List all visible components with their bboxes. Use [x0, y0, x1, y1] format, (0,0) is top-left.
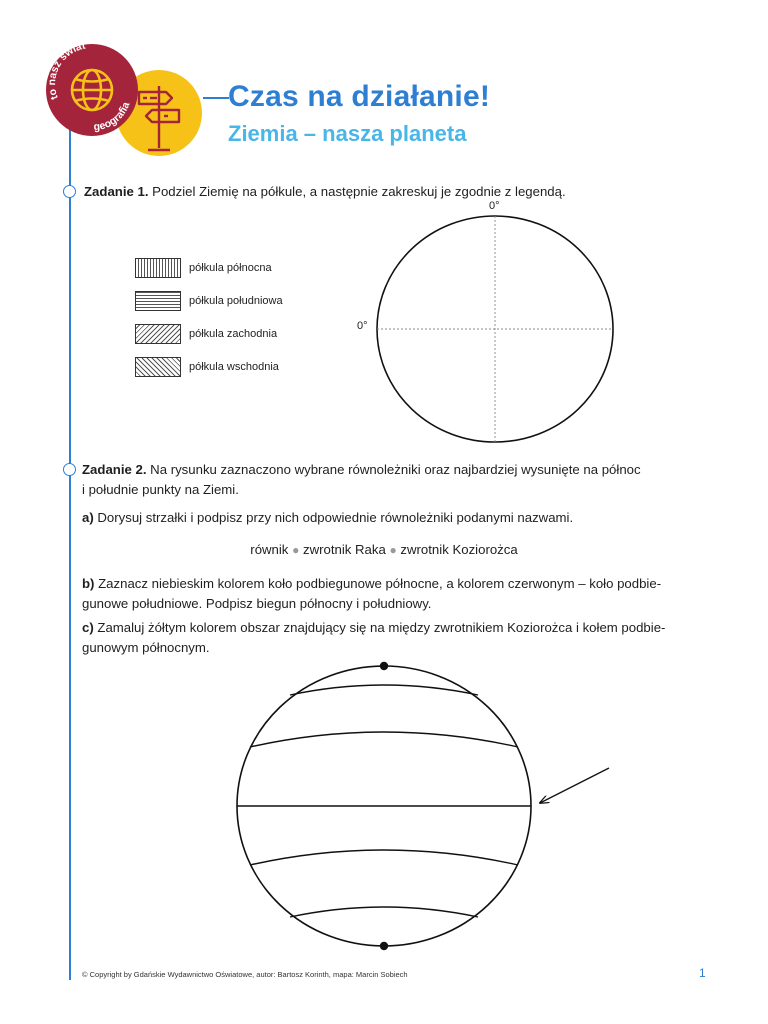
legend-item-south — [135, 291, 283, 311]
task2c — [82, 618, 722, 658]
task2b-text-line1: Zaznacz niebieskim kolorem koło podbiegunowe północne, a kolorem czerwonym – koło podbie- — [98, 576, 662, 591]
north-pole-dot — [380, 662, 388, 670]
task2b-line1 — [82, 574, 722, 594]
page-title: Czas na działanie! — [228, 80, 491, 113]
legend-item-north — [135, 258, 283, 278]
legend-label-east: półkula wschodnia — [189, 361, 279, 373]
task2b-text-line2: gunowe południowe. Podpisz biegun północny i południowy. — [82, 596, 432, 611]
page-number: 1 — [699, 966, 706, 980]
name-tropic-capricorn: zwrotnik Koziorożca — [400, 542, 518, 557]
logo-badge — [44, 40, 206, 158]
separator-dot: ● — [292, 543, 300, 557]
tropic-capricorn-line — [250, 850, 518, 865]
task2c-line1 — [82, 618, 722, 638]
task2-instruction — [82, 460, 712, 500]
task2c-text-line2: gunowym północnym. — [82, 640, 210, 655]
degree-label-left: 0° — [357, 320, 368, 332]
task1-label: Zadanie 1. — [84, 184, 149, 199]
parallel-names-list — [0, 540, 768, 560]
task2b-label: b) — [82, 576, 95, 591]
parallels-globe — [225, 655, 625, 960]
task2-line1 — [82, 460, 712, 480]
legend-item-west — [135, 324, 283, 344]
task2-text-line1: Na rysunku zaznaczono wybrane równoleżniki oraz najbardziej wysunięte na północ — [150, 462, 641, 477]
task2-bullet — [63, 463, 76, 476]
task2a-text: Dorysuj strzałki i podpisz przy nich odpowiednie równoleżniki podanymi nazwami. — [97, 510, 574, 525]
task2b — [82, 574, 722, 614]
task2-label: Zadanie 2. — [82, 462, 147, 477]
logo-text-top: to nasz świat — [46, 40, 87, 102]
page-subtitle: Ziemia – nasza planeta — [228, 121, 467, 146]
task2c-text-line1: Zamaluj żółtym kolorem obszar znajdujący się na między zwrotnikiem Koziorożca i kołem podbie- — [97, 620, 666, 635]
legend-label-north: półkula północna — [189, 262, 272, 274]
logo-text-bottom: geografia — [93, 100, 133, 134]
separator-dot: ● — [389, 543, 397, 557]
title-connector-line — [203, 97, 229, 99]
tropic-cancer-line — [250, 732, 518, 747]
legend-item-east — [135, 357, 283, 377]
copyright-footer: © Copyright by Gdańskie Wydawnictwo Oświatowe, autor: Bartosz Korinth, mapa: Marcin Sobiech — [82, 970, 408, 979]
task2a — [82, 508, 712, 528]
equator-arrow — [540, 768, 609, 803]
antarctic-circle-line — [290, 907, 478, 917]
arctic-circle-line — [290, 685, 478, 695]
diagonal-hatch-swatch-right — [135, 324, 181, 344]
south-pole-dot — [380, 942, 388, 950]
vertical-hatch-swatch — [135, 258, 181, 278]
horizontal-hatch-swatch — [135, 291, 181, 311]
name-tropic-cancer: zwrotnik Raka — [303, 542, 386, 557]
task1-instruction — [84, 182, 566, 202]
diagonal-hatch-swatch-left — [135, 357, 181, 377]
hemisphere-globe — [370, 210, 620, 450]
legend-label-west: półkula zachodnia — [189, 328, 278, 340]
name-equator: równik — [250, 542, 289, 557]
task1-text: Podziel Ziemię na półkule, a następnie zakreskuj je zgodnie z legendą. — [152, 184, 566, 199]
task2a-label: a) — [82, 510, 94, 525]
degree-label-top: 0° — [489, 200, 500, 212]
task2-text-line2: i południe punkty na Ziemi. — [82, 482, 239, 497]
task2c-label: c) — [82, 620, 94, 635]
task1-bullet — [63, 185, 76, 198]
legend-label-south: półkula południowa — [189, 295, 283, 307]
legend — [135, 258, 283, 377]
